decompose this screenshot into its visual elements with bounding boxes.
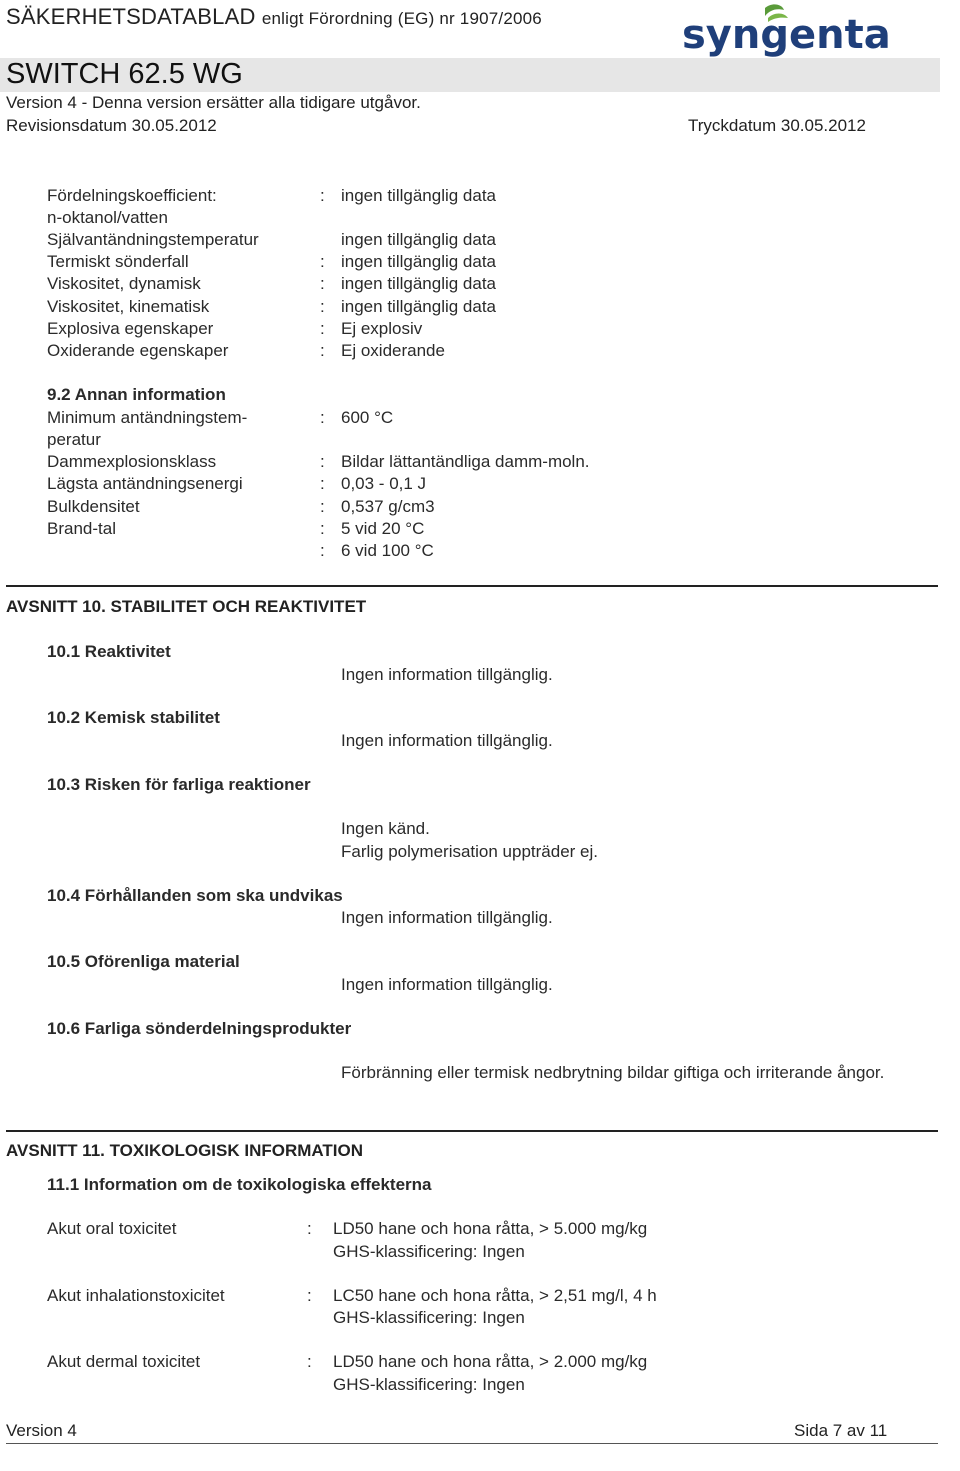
section-11-title: AVSNITT 11. TOXIKOLOGISK INFORMATION — [6, 1141, 364, 1160]
logo-wordmark: syngenta — [682, 12, 891, 58]
subsection-heading: 10.6 Farliga sönderdelningsprodukter — [47, 1019, 352, 1038]
property-label: Termiskt sönderfall — [47, 252, 189, 271]
property-value: Ej oxiderande — [341, 341, 445, 360]
section-11-rule — [6, 1130, 938, 1132]
property-label: Fördelningskoefficient: — [47, 186, 217, 205]
section-10-title: AVSNITT 10. STABILITET OCH REAKTIVITET — [6, 597, 367, 616]
property-value: ingen tillgänglig data — [341, 230, 497, 249]
property-value: ingen tillgänglig data — [341, 274, 497, 293]
subsection-text: Ingen information tillgänglig. — [341, 731, 553, 750]
property-value: ingen tillgänglig data — [341, 297, 497, 316]
other-info-label: Dammexplosionsklass — [47, 452, 217, 471]
other-info-value: Bildar lättantändliga damm-moln. — [341, 452, 590, 471]
other-info-separator: : — [320, 497, 325, 516]
other-info-value: 0,537 g/cm3 — [341, 497, 435, 516]
property-label: Explosiva egenskaper — [47, 319, 214, 338]
toxicity-classification: GHS-klassificering: Ingen — [333, 1375, 525, 1394]
other-info-separator: : — [320, 452, 325, 471]
syngenta-logo — [680, 0, 891, 60]
print-date: Tryckdatum 30.05.2012 — [688, 116, 866, 135]
toxicity-separator: : — [307, 1286, 312, 1305]
toxicity-value: LC50 hane och hona råtta, > 2,51 mg/l, 4 h — [333, 1286, 657, 1305]
property-label: Självantändningstemperatur — [47, 230, 259, 249]
product-name: SWITCH 62.5 WG — [6, 58, 243, 90]
other-info-label-cont: peratur — [47, 430, 101, 449]
footer-rule — [6, 1443, 938, 1444]
section-10-rule — [6, 585, 938, 587]
subsection-heading: 10.4 Förhållanden som ska undvikas — [47, 886, 343, 905]
subsection-heading: 10.5 Oförenliga material — [47, 952, 240, 971]
other-info-label: Lägsta antändningsenergi — [47, 474, 243, 493]
subsection-heading: 10.1 Reaktivitet — [47, 642, 171, 661]
other-info-label: Minimum antändningstem- — [47, 408, 248, 427]
toxicology-subheading: 11.1 Information om de toxikologiska effekterna — [47, 1175, 432, 1194]
subsection-text: Farlig polymerisation uppträder ej. — [341, 842, 599, 861]
other-info-label: Brand-tal — [47, 519, 116, 538]
toxicity-label: Akut oral toxicitet — [47, 1219, 177, 1238]
property-separator: : — [320, 297, 325, 316]
property-label: Oxiderande egenskaper — [47, 341, 229, 360]
subsection-heading: 10.3 Risken för farliga reaktioner — [47, 775, 311, 794]
toxicity-separator: : — [307, 1352, 312, 1371]
subsection-heading: 10.2 Kemisk stabilitet — [47, 708, 220, 727]
other-info-separator: : — [320, 474, 325, 493]
property-separator: : — [320, 319, 325, 338]
property-value: Ej explosiv — [341, 319, 423, 338]
toxicity-separator: : — [307, 1219, 312, 1238]
revision-date: Revisionsdatum 30.05.2012 — [6, 116, 217, 135]
property-separator: : — [320, 341, 325, 360]
subsection-text: Förbränning eller termisk nedbrytning bildar giftiga och irriterande ångor. — [341, 1063, 885, 1082]
property-value: ingen tillgänglig data — [341, 252, 497, 271]
other-info-heading: 9.2 Annan information — [47, 385, 226, 404]
other-info-separator: : — [320, 519, 325, 538]
regulation-text: enligt Förordning (EG) nr 1907/2006 — [261, 9, 542, 28]
subsection-text: Ingen känd. — [341, 819, 430, 838]
toxicity-classification: GHS-klassificering: Ingen — [333, 1242, 525, 1261]
subsection-text: Ingen information tillgänglig. — [341, 908, 553, 927]
property-separator: : — [320, 186, 325, 205]
other-info-value: 6 vid 100 °C — [341, 541, 434, 560]
property-label-cont: n-oktanol/vatten — [47, 208, 168, 227]
property-separator: : — [320, 274, 325, 293]
footer-page-number: Sida 7 av 11 — [794, 1421, 888, 1440]
other-info-value: 600 °C — [341, 408, 394, 427]
toxicity-value: LD50 hane och hona råtta, > 5.000 mg/kg — [333, 1219, 648, 1238]
other-info-label: Bulkdensitet — [47, 497, 140, 516]
other-info-value: 0,03 - 0,1 J — [341, 474, 427, 493]
version-line: Version 4 - Denna version ersätter alla tidigare utgåvor. — [6, 93, 421, 112]
property-separator: : — [320, 252, 325, 271]
property-label: Viskositet, dynamisk — [47, 274, 201, 293]
other-info-separator: : — [320, 541, 325, 560]
document-title-text: SÄKERHETSDATABLAD — [6, 4, 256, 29]
toxicity-classification: GHS-klassificering: Ingen — [333, 1308, 525, 1327]
property-value: ingen tillgänglig data — [341, 186, 497, 205]
toxicity-label: Akut inhalationstoxicitet — [47, 1286, 225, 1305]
toxicity-value: LD50 hane och hona råtta, > 2.000 mg/kg — [333, 1352, 648, 1371]
property-label: Viskositet, kinematisk — [47, 297, 210, 316]
toxicity-label: Akut dermal toxicitet — [47, 1352, 201, 1371]
subsection-text: Ingen information tillgänglig. — [341, 665, 553, 684]
subsection-text: Ingen information tillgänglig. — [341, 975, 553, 994]
other-info-separator: : — [320, 408, 325, 427]
document-title — [6, 4, 542, 30]
other-info-value: 5 vid 20 °C — [341, 519, 425, 538]
footer-version: Version 4 — [6, 1421, 77, 1440]
